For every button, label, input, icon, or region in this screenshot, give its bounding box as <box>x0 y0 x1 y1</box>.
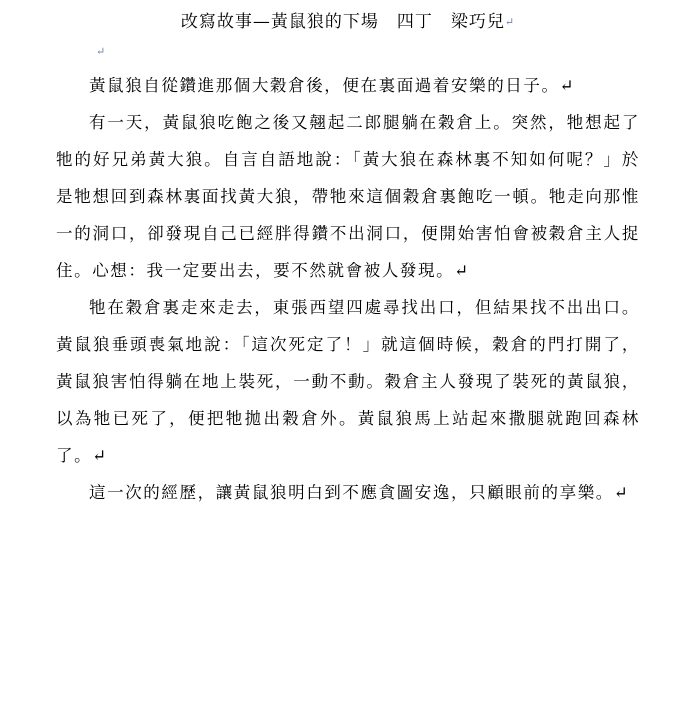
paragraph: 黃鼠狼自從鑽進那個大穀倉後，便在裏面過着安樂的日子。↵ <box>89 75 576 95</box>
paragraph: 這一次的經歷，讓黃鼠狼明白到不應貪圖安逸，只顧眼前的享樂。↵ <box>89 482 630 502</box>
document-title <box>0 8 696 37</box>
document-page <box>0 8 696 726</box>
pilcrow-icon: ↵ <box>96 44 106 58</box>
paragraph: 有一天，黃鼠狼吃飽之後又翹起二郎腿躺在穀倉上。突然，牠想起了牠的好兄弟黃大狼。自言自語地說：「黃大狼在森林裏不知如何呢？」於是牠想回到森林裏面找黃大狼，帶牠來這個穀倉裏飽吃一頓。牠走向那惟一的洞口，卻發現自己已經胖得鑽不出洞口，便開始害怕會被穀倉主人捉住。心想：我一定要出去，要不然就會被人發現。↵ <box>56 112 640 280</box>
document-title-text: 改寫故事—黃鼠狼的下場 四丁 梁巧兒 <box>180 12 505 32</box>
pilcrow-icon: ↵ <box>504 15 516 29</box>
blank-line <box>0 37 696 67</box>
paragraph: 牠在穀倉裏走來走去，東張西望四處尋找出口，但結果找不出出口。黃鼠狼垂頭喪氣地說：「這次死定了！」就這個時候，穀倉的門打開了，黃鼠狼害怕得躺在地上裝死，一動不動。穀倉主人發現了裝死的黃鼠狼，以為牠已死了，便把牠拋出穀倉外。黃鼠狼馬上站起來撒腿就跑回森林了。↵ <box>56 297 640 465</box>
document-body <box>0 67 696 511</box>
